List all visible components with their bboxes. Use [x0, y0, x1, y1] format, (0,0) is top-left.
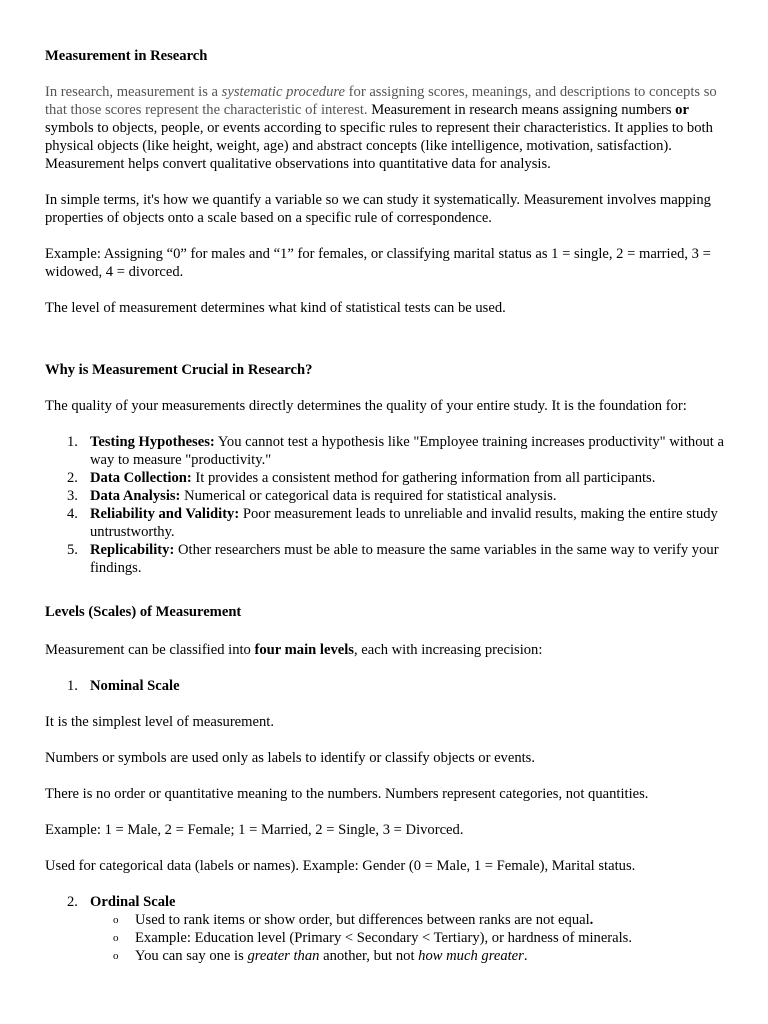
- list-term: Data Collection:: [90, 470, 192, 486]
- bold-text: or: [675, 102, 689, 118]
- bold-text: four main levels: [254, 642, 354, 658]
- crucial-list: [45, 433, 724, 577]
- list-item: [45, 911, 724, 929]
- list-term: Data Analysis:: [90, 488, 181, 504]
- list-text: It provides a consistent method for gathering information from all participants.: [191, 470, 656, 486]
- nominal-paragraph: There is no order or quantitative meaning to the numbers. Numbers represent categories, not quantities.: [45, 786, 649, 802]
- body-text: Measurement can be classified into: [45, 642, 255, 658]
- list-term: Reliability and Validity:: [90, 506, 240, 522]
- scale-title: Ordinal Scale: [90, 894, 176, 910]
- list-number: 4.: [67, 506, 78, 522]
- list-number: 2.: [67, 894, 78, 910]
- paragraph-level-note: The level of measurement determines what kind of statistical tests can be used.: [45, 300, 506, 316]
- bullet-icon: o: [113, 932, 119, 944]
- ordinal-heading: [45, 893, 724, 911]
- nominal-paragraph: Example: 1 = Male, 2 = Female; 1 = Married, 2 = Single, 3 = Divorced.: [45, 822, 464, 838]
- paragraph-example: Example: Assigning “0” for males and “1” for females, or classifying marital status as 1 = single, 2 = married, 3 = widowed, 4 = divorced.: [45, 246, 711, 280]
- bullet-icon: o: [113, 914, 119, 926]
- bold-text: .: [589, 912, 594, 928]
- section-title-measurement: Measurement in Research: [45, 48, 208, 64]
- scale-title: Nominal Scale: [90, 678, 180, 694]
- list-text: Poor measurement leads to unreliable and invalid results, making the entire study untrustworthy.: [90, 506, 718, 540]
- nominal-paragraph: It is the simplest level of measurement.: [45, 714, 274, 730]
- body-text: symbols to objects, people, or events according to specific rules to represent their characteristics. It applies to both physical objects (like height, weight, age) and abstract concepts (like intelligence, motivation, satisfaction). Measurement helps convert qualitative observations into quantitative data for analysis.: [45, 120, 713, 172]
- gray-text: for assigning scores, meanings, and descriptions to concepts so that those scores represent the characteristic of interest.: [45, 84, 717, 118]
- list-text: You cannot test a hypothesis like "Employee training increases productivity" without a way to measure "productivity.": [90, 434, 724, 468]
- list-item: [45, 433, 724, 469]
- paragraph-simple-terms: In simple terms, it's how we quantify a variable so we can study it systematically. Measurement involves mapping properties of objects onto a scale based on a specific rule of correspondence.: [45, 192, 711, 226]
- list-text: Other researchers must be able to measure the same variables in the same way to verify your findings.: [90, 542, 719, 576]
- nominal-paragraph: Used for categorical data (labels or names). Example: Gender (0 = Male, 1 = Female), Marital status.: [45, 858, 636, 874]
- bullet-icon: o: [113, 950, 119, 962]
- list-number: 3.: [67, 488, 78, 504]
- list-text: .: [523, 948, 528, 964]
- list-item: [45, 947, 724, 965]
- italic-text: greater than: [247, 948, 320, 964]
- list-item: [45, 929, 724, 947]
- section-title-levels: Levels (Scales) of Measurement: [45, 604, 242, 620]
- list-term: Replicability:: [90, 542, 175, 558]
- list-item: [45, 505, 724, 541]
- list-text: Example: Education level (Primary < Secondary < Tertiary), or hardness of minerals.: [135, 930, 633, 946]
- list-text: Used to rank items or show order, but differences between ranks are not equal: [135, 912, 590, 928]
- italic-text: how much greater: [418, 948, 524, 964]
- body-text: Measurement in research means assigning numbers: [367, 102, 676, 118]
- body-text: , each with increasing precision:: [353, 642, 543, 658]
- gray-text: In research, measurement is a: [45, 84, 222, 100]
- list-number: 2.: [67, 470, 78, 486]
- list-text: Numerical or categorical data is required for statistical analysis.: [180, 488, 557, 504]
- list-term: Testing Hypotheses:: [90, 434, 215, 450]
- list-number: 1.: [67, 678, 78, 694]
- paragraph-definition: [45, 83, 724, 173]
- paragraph-levels-intro: [45, 641, 724, 659]
- ordinal-bullets: [45, 911, 724, 965]
- nominal-paragraph: Numbers or symbols are used only as labels to identify or classify objects or events.: [45, 750, 536, 766]
- list-text: You can say one is: [135, 948, 248, 964]
- gray-italic-text: systematic procedure: [221, 84, 346, 100]
- paragraph-why-intro: The quality of your measurements directly determines the quality of your entire study. It is the foundation for:: [45, 398, 687, 414]
- list-item: [45, 469, 724, 487]
- section-title-why: Why is Measurement Crucial in Research?: [45, 362, 313, 378]
- list-number: 5.: [67, 542, 78, 558]
- list-item: [45, 541, 724, 577]
- list-text: another, but not: [319, 948, 419, 964]
- list-number: 1.: [67, 434, 78, 450]
- list-item: [45, 487, 724, 505]
- nominal-heading: [45, 677, 724, 695]
